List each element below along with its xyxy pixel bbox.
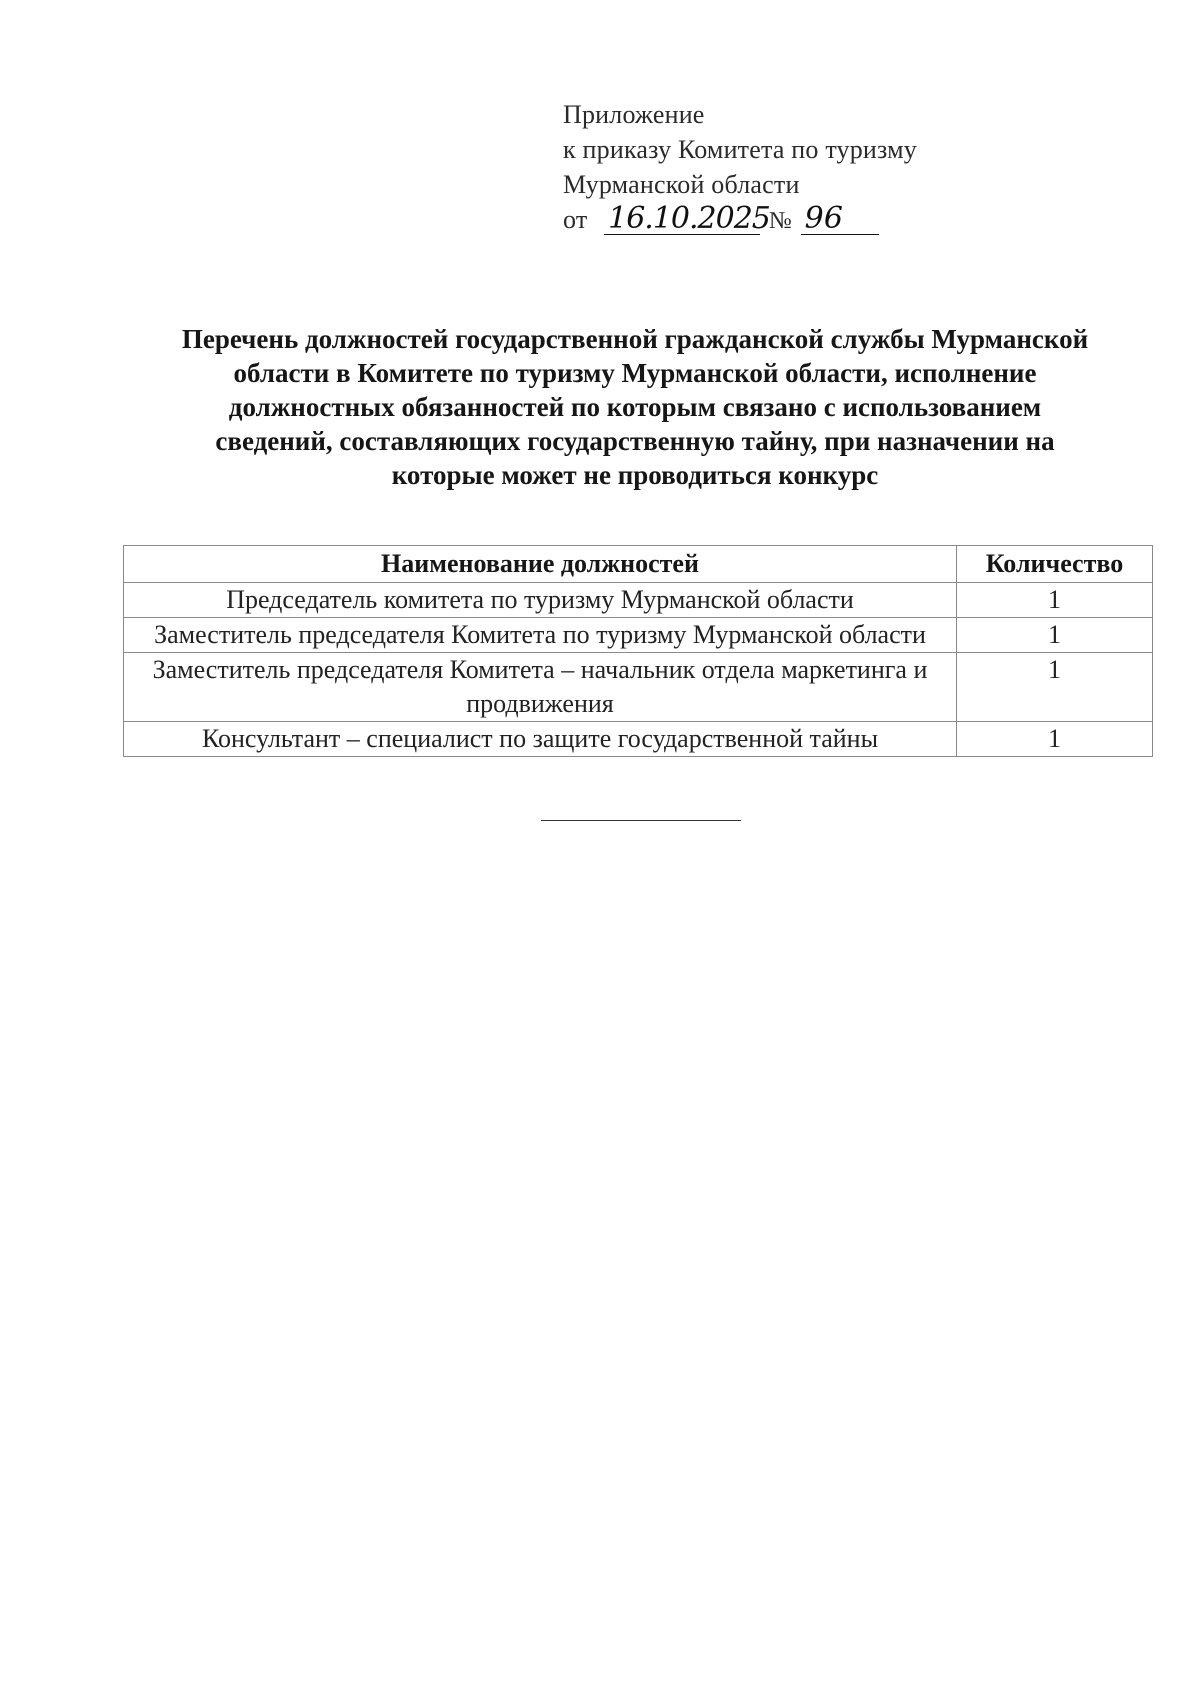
header-position-name: Наименование должностей: [124, 546, 957, 583]
handwritten-date: 16.10.2025: [604, 204, 760, 235]
number-sign: №: [768, 208, 792, 234]
positions-table: [123, 545, 1153, 757]
appendix-order-ref: к приказу Комитета по туризму: [563, 135, 918, 164]
handwritten-number: 96: [801, 204, 879, 235]
position-name: Председатель комитета по туризму Мурманской области: [124, 583, 957, 618]
table-row: [124, 583, 1153, 618]
title-line: Перечень должностей государственной гражданской службы Мурманской: [181, 324, 1089, 354]
header-quantity: Количество: [957, 546, 1153, 583]
table-header-row: [124, 546, 1153, 583]
table-row: [124, 653, 1153, 722]
table-row: [124, 618, 1153, 653]
appendix-block: [563, 97, 917, 239]
appendix-region: Мурманской области: [563, 170, 800, 199]
appendix-label: Приложение: [563, 100, 705, 129]
table-row: [124, 722, 1153, 757]
position-name: Заместитель председателя Комитета – начальник отдела маркетинга и продвижения: [124, 653, 957, 722]
position-quantity: 1: [957, 722, 1153, 757]
document-title: [120, 322, 1150, 492]
from-label: от: [563, 205, 588, 234]
position-quantity: 1: [957, 618, 1153, 653]
appendix-date-line: [563, 202, 917, 239]
title-line: сведений, составляющих государственную тайну, при назначении на: [215, 426, 1055, 456]
title-line: должностных обязанностей по которым связано с использованием: [228, 392, 1042, 422]
position-name: Консультант – специалист по защите государственной тайны: [124, 722, 957, 757]
end-divider: [541, 820, 741, 821]
position-quantity: 1: [957, 583, 1153, 618]
position-name: Заместитель председателя Комитета по туризму Мурманской области: [124, 618, 957, 653]
title-line: которые может не проводиться конкурс: [391, 460, 879, 490]
position-quantity: 1: [957, 653, 1153, 722]
title-line: области в Комитете по туризму Мурманской области, исполнение: [233, 358, 1037, 388]
